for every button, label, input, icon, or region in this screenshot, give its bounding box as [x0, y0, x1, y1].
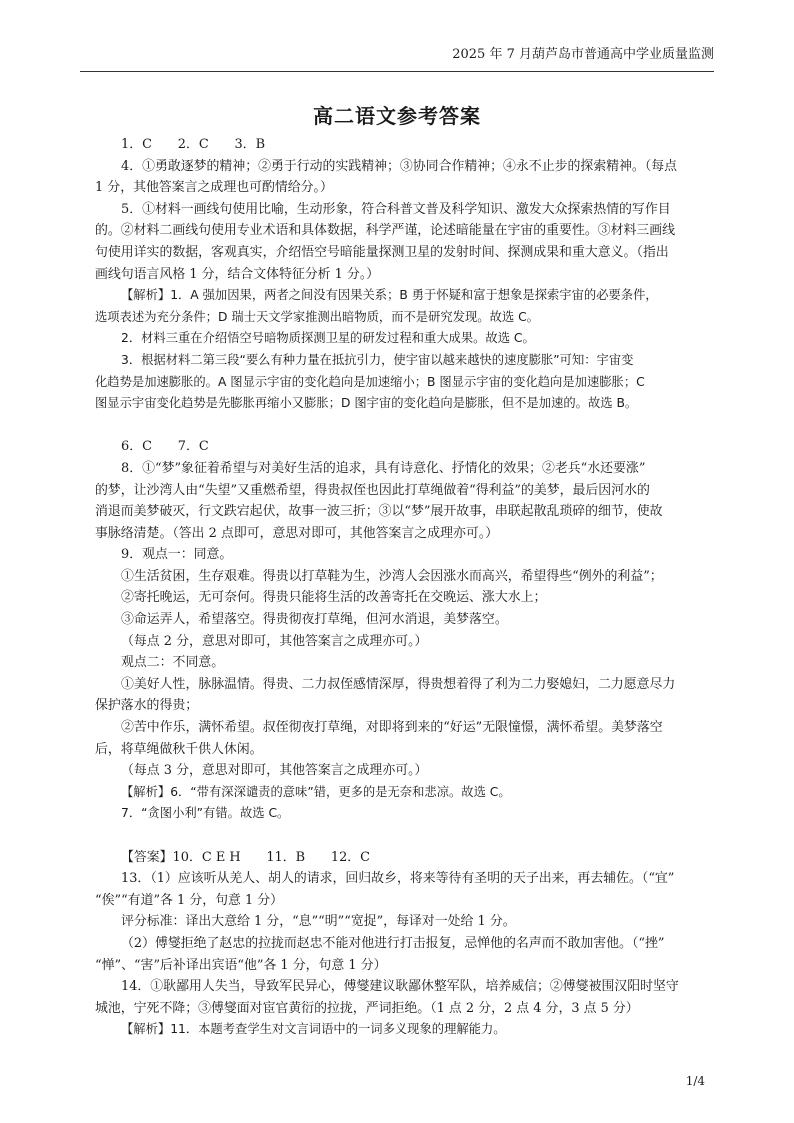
answer-line: 的。②材料二画线句使用专业术语和具体数据，科学严谨，论述暗能量在宇宙的重要性。③材料三画线 — [95, 223, 676, 239]
spacer — [95, 415, 718, 437]
header-text: 2025 年 7 月葫芦岛市普通高中学业质量监测 — [452, 47, 714, 62]
answer-line: 4．①勇敢逐梦的精神；②勇于行动的实践精神；③协同合作精神；④永不止步的探索精神。（每点 — [121, 158, 678, 174]
answer-line: 1 分，其他答案言之成理也可酌情给分。） — [95, 180, 333, 196]
answer-line: 【解析】6．“带有深深谴责的意味”错，更多的是无奈和悲凉。故选 C。 — [121, 784, 511, 799]
answer-line: 事脉络清楚。（答出 2 点即可，意思对即可，其他答案言之成理亦可。） — [95, 525, 499, 541]
answer-line: 图显示宇宙变化趋势是先膨胀再缩小又膨胀；D 图宇宙的变化趋向是膨胀，但不是加速的。故选 B。 — [95, 396, 638, 411]
answer-line: 8．①“梦”象征着希望与对美好生活的追求，具有诗意化、抒情化的效果；②老兵“水还要涨” — [121, 460, 646, 476]
answer-line: 1．C 2．C 3．B — [121, 137, 266, 152]
answer-line: 化趋势是加速膨胀的。A 图显示宇宙的变化趋向是加速缩小；B 图显示宇宙的变化趋向是加速膨胀；C — [95, 374, 645, 389]
answer-line: 6．C 7．C — [121, 439, 209, 455]
answer-line: 句使用详实的数据，客观真实，介绍悟空号暗能量探测卫星的发射时间、探测成果和重大意义。（指出 — [95, 244, 669, 260]
answer-line: 画线句语言风格 1 分，结合文体特征分析 1 分。） — [95, 266, 380, 282]
answer-line: 消退而美梦破灭，行文跌宕起伏，故事一波三折；③以“梦”展开故事，串联起散乱琐碎的细节，使故 — [95, 504, 663, 520]
answer-line: ①生活贫困，生存艰难。得贵以打草鞋为生，沙湾人会因涨水而高兴，希望得些“例外的利益”； — [121, 568, 663, 584]
answer-line: “俟”“有道”各 1 分，句意 1 分） — [95, 892, 284, 908]
answer-line: 9．观点一：同意。 — [121, 547, 233, 563]
page-header — [80, 0, 714, 72]
answer-body — [95, 134, 718, 1041]
answer-line: 的梦，让沙湾人由“失望”又重燃希望，得贵叔侄也因此打草绳做着“得利益”的美梦，最后因河水的 — [95, 482, 650, 498]
answer-line: 后，将草绳做秋千供人休闲。 — [95, 741, 263, 757]
answer-line: ②苦中作乐，满怀希望。叔侄彻夜打草绳，对即将到来的“好运”无限憧憬，满怀希望。美梦落空 — [121, 720, 663, 736]
answer-line: 评分标准：译出大意给 1 分，“息”“明”“宽捉”，每译对一处给 1 分。 — [121, 914, 516, 930]
answer-line: 2．材料三重在介绍悟空号暗物质探测卫星的研发过程和重大成果。故选 C。 — [121, 331, 535, 346]
answer-line: 【解析】11．本题考查学生对文言词语中的一词多义现象的理解能力。 — [121, 1022, 506, 1037]
page-title: 高二语文参考答案 — [313, 104, 481, 128]
answer-line: “惮”、“害”后补译出宾语“他”各 1 分，句意 1 分） — [95, 957, 387, 973]
spacer — [95, 825, 718, 847]
answer-line: （每点 2 分，意思对即可，其他答案言之成理亦可。） — [121, 633, 428, 649]
answer-line: （2）傅燮拒绝了赵忠的拉拢而赵忠不能对他进行打击报复，忌惮他的名声而不敢加害他。（“挫” — [121, 935, 665, 951]
answer-line: 5．①材料一画线句使用比喻，生动形象，符合科普文普及科学知识、激发大众探索热情的写作目 — [121, 201, 671, 217]
answer-line: 观点二：不同意。 — [121, 655, 225, 671]
answer-line: 选项表述为充分条件；D 瑞士天文学家推测出暗物质，而不是研究发现。故选 C。 — [95, 309, 539, 324]
answer-line: ③命运弄人，希望落空。得贵彻夜打草绳，但河水消退，美梦落空。 — [121, 612, 508, 628]
answer-line: ②寄托晚运，无可奈何。得贵只能将生活的改善寄托在交晚运、涨大水上； — [121, 590, 547, 606]
answer-line: 7．“贪图小利”有错。故选 C。 — [121, 806, 290, 821]
answer-line: 城池，宁死不降；③傅燮面对宦官黄衍的拉拢，严词拒绝。（1 点 2 分，2 点 4 分，3 点 5 分） — [95, 1000, 639, 1016]
answer-line: （每点 3 分，意思对即可，其他答案言之成理亦可。） — [121, 763, 428, 779]
answer-line: 【答案】10．C E H 11．B 12．C — [121, 849, 371, 865]
answer-line: 13．（1）应该听从羌人、胡人的请求，回归故乡，将来等待有圣明的天子出来，再去辅佐。（“宜” — [121, 871, 675, 887]
page-number: 1/4 — [685, 1074, 705, 1088]
answer-line: 14．①耿鄙用人失当，导致军民异心，傅燮建议耿鄙休整军队，培养威信；②傅燮被围汉阳时坚守 — [121, 979, 679, 995]
answer-line: 【解析】1．A 强加因果，两者之间没有因果关系；B 勇于怀疑和富于想象是探索宇宙的必要条件， — [121, 288, 658, 303]
answer-line: 3．根据材料二第三段“要么有种力量在抵抗引力，使宇宙以越来越快的速度膨胀”可知：宇宙变 — [121, 352, 634, 367]
answer-line: 保护落水的得贵； — [95, 698, 199, 714]
answer-line: ①美好人性，脉脉温情。得贵、二力叔侄感情深厚，得贵想着得了利为二力娶媳妇，二力愿意尽力 — [121, 676, 676, 692]
